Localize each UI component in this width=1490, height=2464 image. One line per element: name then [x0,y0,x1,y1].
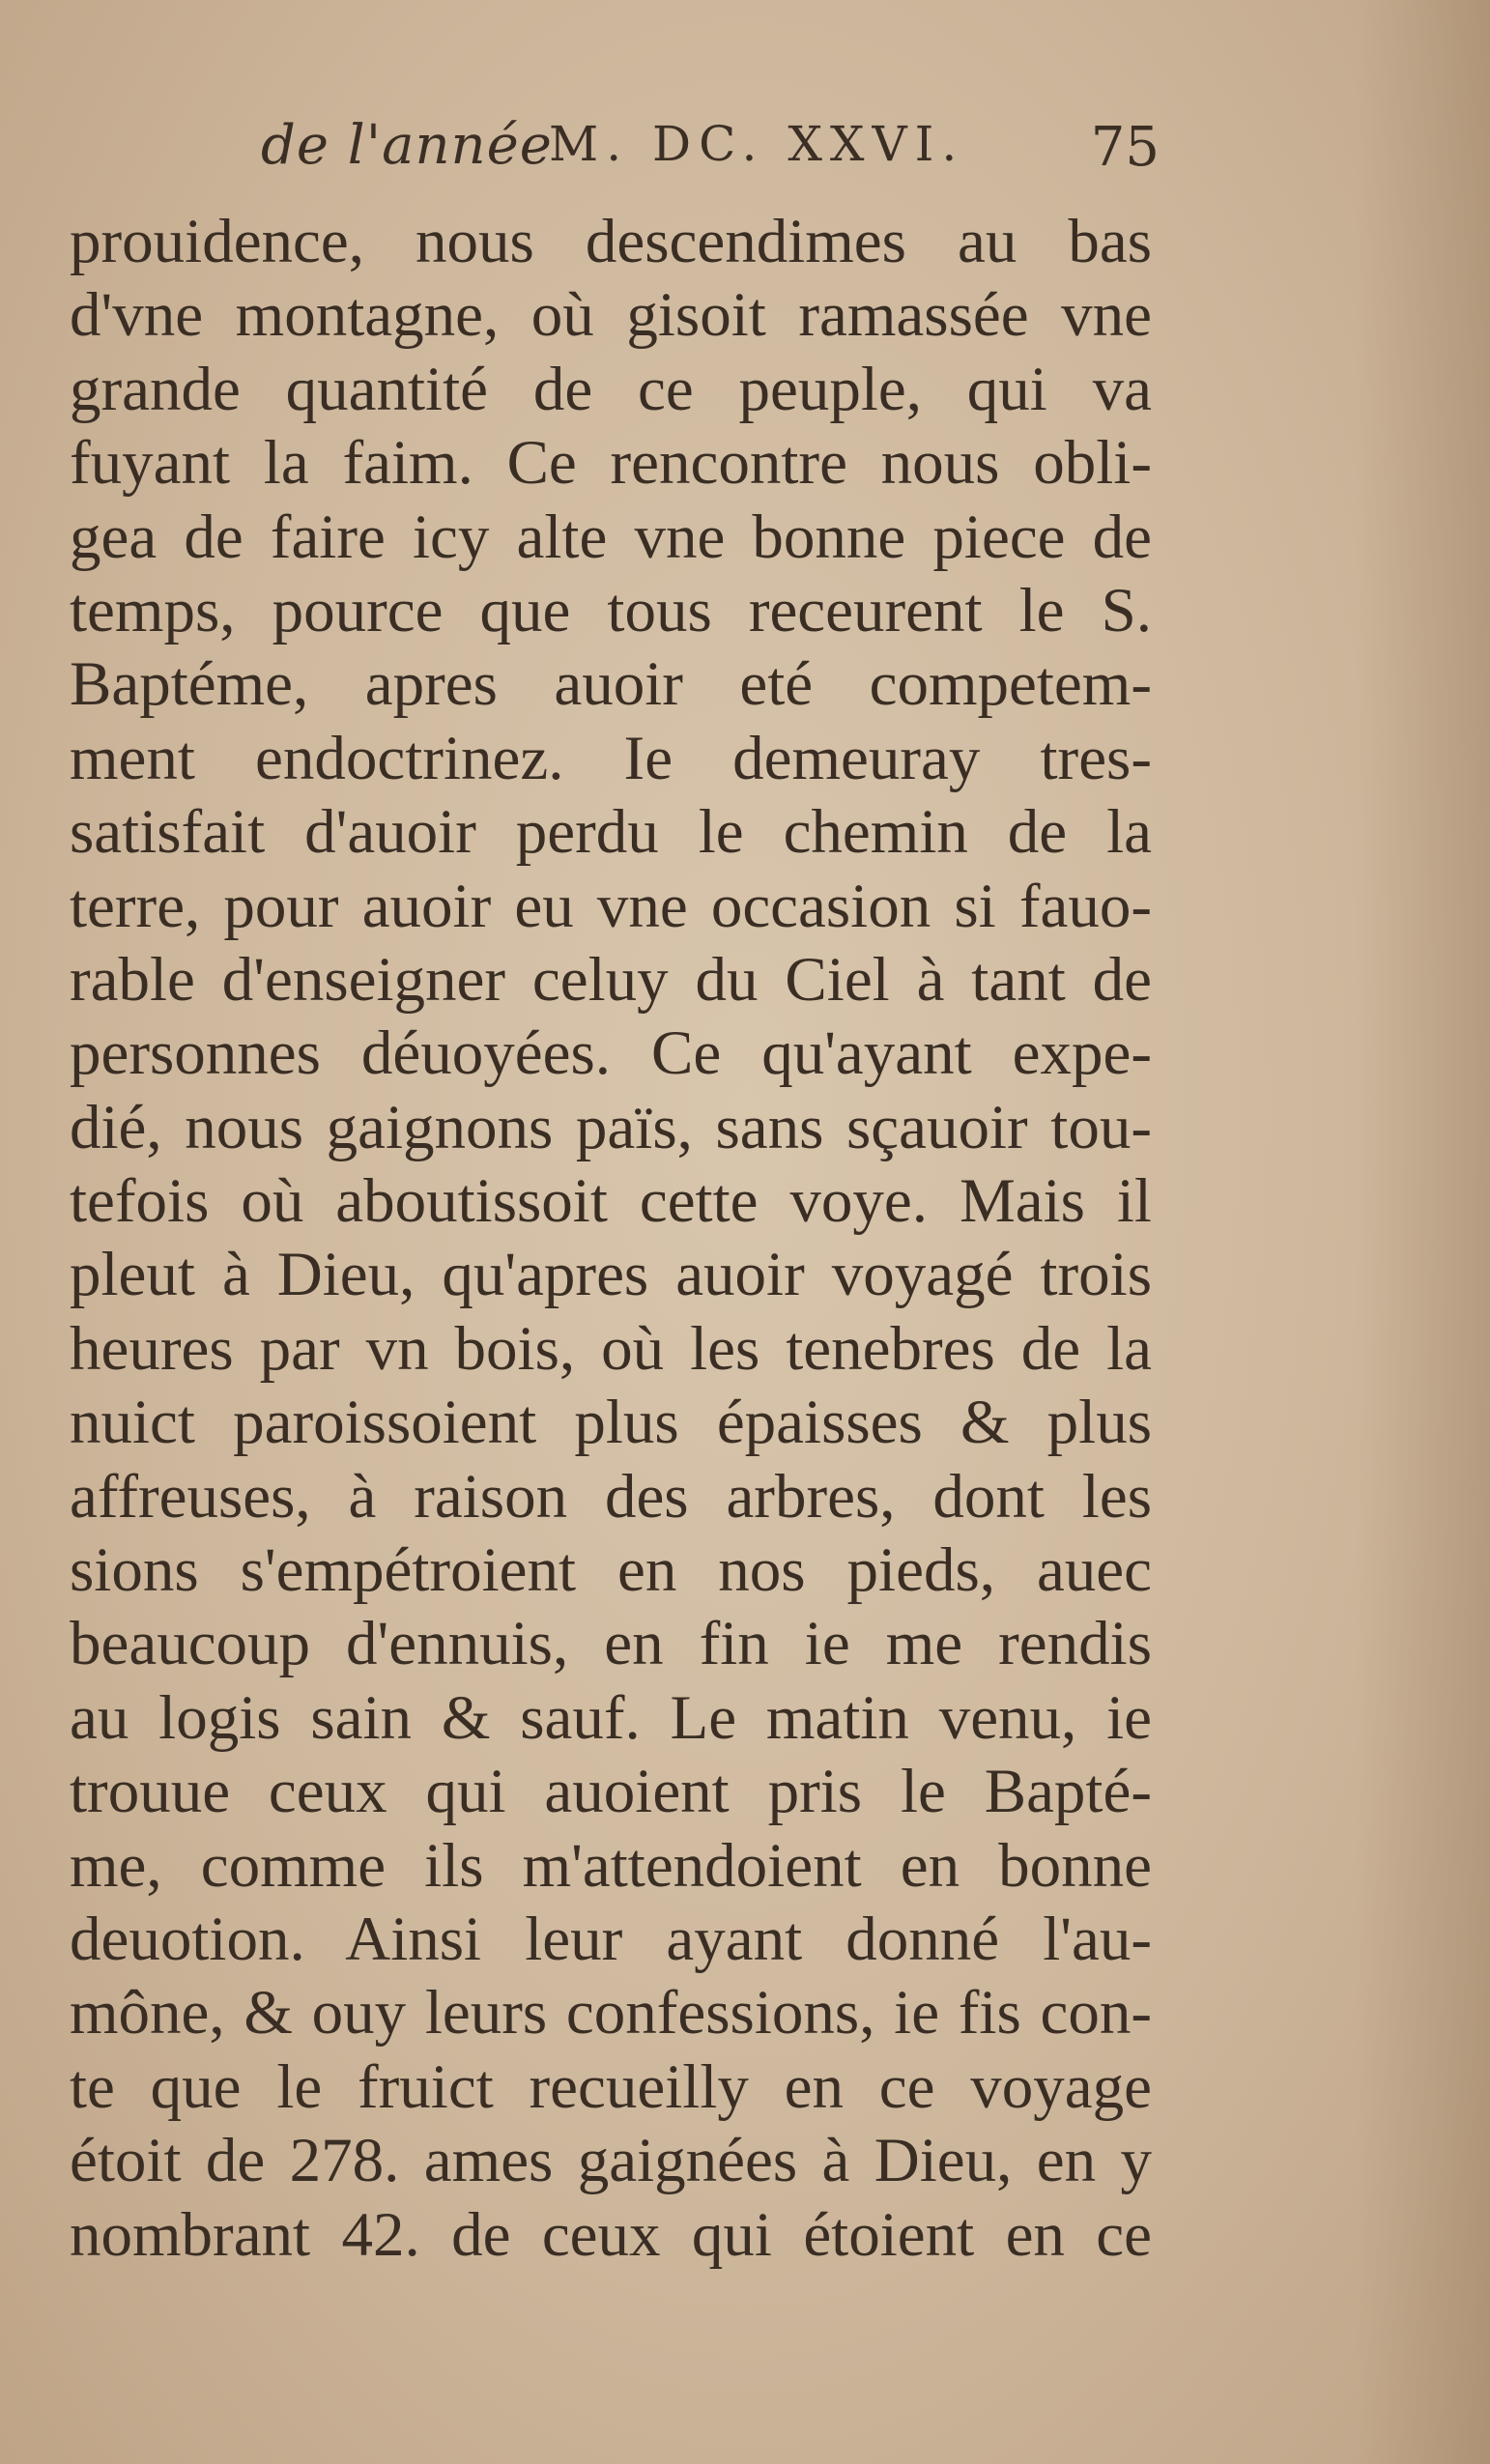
text-line: prouidence, nous descendimes au bas [70,207,1152,276]
text-line: deuotion. Ainsi leur ayant donné l'au- [70,1904,1152,1974]
text-line: étoit de 278. ames gaignées à Dieu, en y [70,2126,1152,2196]
text-line: me, comme ils m'attendoient en bonne [70,1830,1152,1901]
body-text [70,205,1152,2272]
text-line: terre, pour auoir eu vne occasion si fauo- [70,871,1152,941]
text-line: sions s'empétroient en nos pieds, auec [70,1535,1152,1606]
text-line: dié, nous gaignons païs, sans sçauoir tou- [70,1092,1152,1162]
text-line: grande quantité de ce peuple, qui va [70,354,1152,424]
text-line: Baptéme, apres auoir eté competem- [70,649,1152,720]
page-number: 75 [1090,116,1160,179]
text-line: d'vne montagne, où gisoit ramassée vne [70,280,1152,351]
text-line: nuict paroissoient plus épaisses & plus [70,1388,1152,1458]
running-head [261,114,1160,191]
text-line: fuyant la faim. Ce rencontre nous obli- [70,428,1152,499]
text-line: nombrant 42. de ceux qui étoient en ce [70,2199,1152,2270]
running-title: de l'année [261,114,553,177]
text-line: trouue ceux qui auoient pris le Bapté- [70,1757,1152,1827]
text-line: beaucoup d'ennuis, en fin ie me rendis [70,1609,1152,1679]
running-year: M. DC. XXVI. [549,116,965,172]
text-line: personnes déuoyées. Ce qu'ayant expe- [70,1018,1152,1089]
text-line: ment endoctrinez. Ie demeuray tres- [70,723,1152,793]
text-line: mône, & ouy leurs confessions, ie fis con- [70,1978,1152,2049]
text-line: temps, pource que tous receurent le S. [70,575,1152,645]
text-line: tefois où aboutissoit cette voye. Mais il [70,1166,1152,1237]
text-line: heures par vn bois, où les tenebres de la [70,1313,1152,1384]
text-line: affreuses, à raison des arbres, dont les [70,1461,1152,1532]
text-line: pleut à Dieu, qu'apres auoir voyagé trois [70,1240,1152,1310]
text-line: au logis sain & sauf. Le matin venu, ie [70,1682,1152,1753]
text-line: gea de faire icy alte vne bonne piece de [70,501,1152,572]
text-line: te que le fruict recueilly en ce voyage [70,2051,1152,2122]
text-line: satisfait d'auoir perdu le chemin de la [70,797,1152,868]
text-line: rable d'enseigner celuy du Ciel à tant de [70,944,1152,1015]
